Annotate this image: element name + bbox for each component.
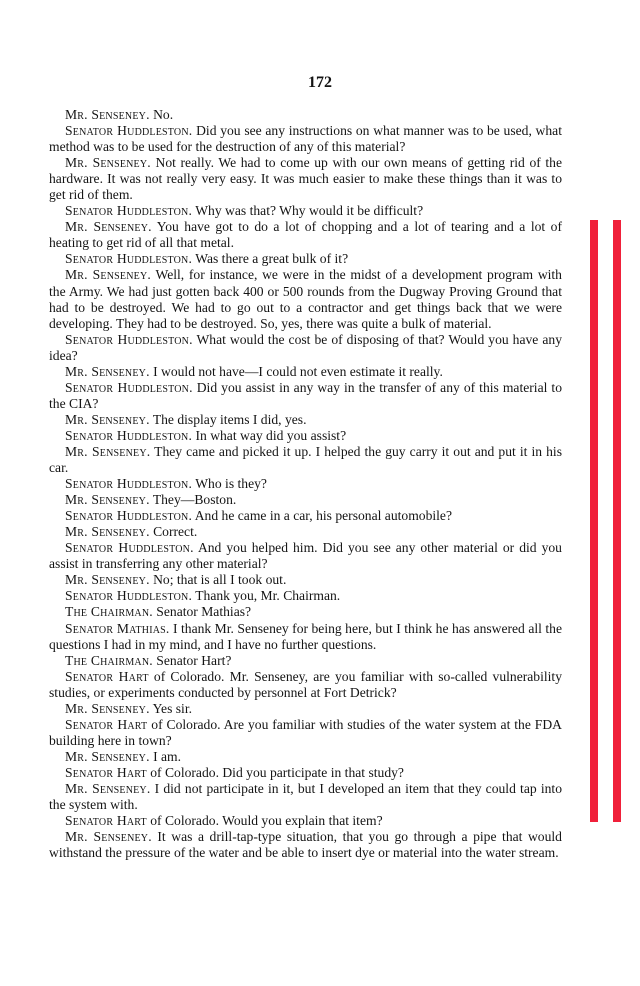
speaker-name: Mr. Senseney. <box>65 748 150 764</box>
speaker-name: The Chairman. <box>65 652 153 668</box>
speaker-name: Mr. Senseney. <box>65 363 150 379</box>
spoken-text: And he came in a car, his personal automobile? <box>194 508 452 524</box>
speaker-name: Senator Huddleston. <box>65 588 193 604</box>
transcript-paragraph <box>49 717 562 749</box>
spoken-text: I am. <box>153 748 182 764</box>
speaker-name: Mr. Senseney. <box>65 411 150 427</box>
spoken-text: Did you assist in any way in the transfer of any of this material to the CIA? <box>49 379 562 411</box>
spoken-text: They—Boston. <box>152 492 237 508</box>
speaker-name: Senator Huddleston. <box>65 540 194 556</box>
transcript-paragraph <box>49 540 562 572</box>
spoken-text: No. <box>153 107 174 122</box>
speaker-name: Mr. Senseney. <box>65 443 151 459</box>
speaker-name: Mr. Senseney. <box>65 829 152 845</box>
margin-mark-left <box>590 220 598 822</box>
speaker-name: Mr. Senseney. <box>65 155 151 171</box>
transcript-paragraph <box>49 412 562 428</box>
transcript-paragraph <box>49 444 562 476</box>
transcript-paragraph <box>49 604 562 620</box>
transcript-paragraph <box>49 364 562 380</box>
speaker-name: Mr. Senseney. <box>65 700 150 716</box>
hearing-transcript <box>49 107 562 861</box>
spoken-text: of Colorado. Are you familiar with studies of the water system at the FDA building here in town? <box>49 716 562 748</box>
transcript-paragraph <box>49 203 562 219</box>
transcript-paragraph <box>49 428 562 444</box>
page-number: 172 <box>308 74 332 91</box>
speaker-name: Mr. Senseney. <box>65 492 150 508</box>
spoken-text: Senator Mathias? <box>156 604 252 620</box>
speaker-name: Mr. Senseney. <box>65 572 150 588</box>
spoken-text: Why was that? Why would it be difficult? <box>195 203 424 219</box>
spoken-text: I thank Mr. Senseney for being here, but I think he has answered all the questions I had in my mind, and I have no further questions. <box>49 620 562 652</box>
transcript-paragraph <box>49 508 562 524</box>
speaker-name: Senator Huddleston. <box>65 331 193 347</box>
speaker-name: Mr. Senseney. <box>65 780 151 796</box>
speaker-name: Mr. Senseney. <box>65 267 151 283</box>
margin-mark-right <box>613 220 621 822</box>
transcript-paragraph <box>49 829 562 861</box>
speaker-name: Senator Hart <box>65 764 147 780</box>
spoken-text: They came and picked it up. I helped the guy carry it out and put it in his car. <box>49 443 562 476</box>
transcript-paragraph <box>49 524 562 540</box>
spoken-text: What would the cost be of disposing of that? Would you have any idea? <box>49 331 562 363</box>
spoken-text: Who is they? <box>195 476 267 492</box>
speaker-name: Mr. Senseney. <box>65 219 152 235</box>
spoken-text: You have got to do a lot of chopping and a lot of tearing and a lot of heating to get rid of all that metal. <box>49 219 562 251</box>
spoken-text: Correct. <box>153 524 198 540</box>
speaker-name: Senator Huddleston. <box>65 508 193 524</box>
spoken-text: It was a drill-tap-type situation, that you go through a pipe that would withstand the pressure of the water and be able to insert dye or material into the water stream. <box>49 829 562 861</box>
speaker-name: The Chairman. <box>65 604 153 620</box>
spoken-text: Thank you, Mr. Chairman. <box>195 588 341 604</box>
spoken-text: The display items I did, yes. <box>152 411 307 427</box>
transcript-paragraph <box>49 107 562 123</box>
transcript-paragraph <box>49 251 562 267</box>
transcript-paragraph <box>49 155 562 203</box>
spoken-text: of Colorado. Did you participate in that study? <box>150 764 404 780</box>
transcript-paragraph <box>49 621 562 653</box>
transcript-paragraph <box>49 653 562 669</box>
speaker-name: Senator Huddleston. <box>65 476 193 492</box>
speaker-name: Senator Hart <box>65 813 147 829</box>
transcript-paragraph <box>49 219 562 251</box>
spoken-text: No; that is all I took out. <box>153 572 287 588</box>
transcript-paragraph <box>49 781 562 813</box>
spoken-text: Did you see any instructions on what manner was to be used, what method was to be used for the destruction of any of this material? <box>49 123 562 155</box>
transcript-paragraph <box>49 332 562 364</box>
spoken-text: of Colorado. Would you explain that item? <box>150 813 383 829</box>
speaker-name: Mr. Senseney. <box>65 107 150 122</box>
speaker-name: Senator Huddleston. <box>65 427 193 443</box>
transcript-paragraph <box>49 588 562 604</box>
transcript-paragraph <box>49 813 562 829</box>
transcript-paragraph <box>49 476 562 492</box>
transcript-paragraph <box>49 267 562 331</box>
spoken-text: Not really. We had to come up with our own means of getting rid of the hardware. It was not really very easy. It was much easier to make these things than it was to get rid of them. <box>49 155 562 203</box>
spoken-text: Senator Hart? <box>156 652 232 668</box>
transcript-paragraph <box>49 492 562 508</box>
speaker-name: Senator Huddleston. <box>65 379 193 395</box>
spoken-text: Yes sir. <box>152 700 192 716</box>
speaker-name: Senator Huddleston. <box>65 251 193 267</box>
spoken-text: of Colorado. Mr. Senseney, are you familiar with so-called vulnerability studies, or experiments conducted by personnel at Fort Detrick? <box>49 668 562 700</box>
transcript-paragraph <box>49 765 562 781</box>
spoken-text: In what way did you assist? <box>195 427 347 443</box>
transcript-paragraph <box>49 701 562 717</box>
spoken-text: Well, for instance, we were in the midst of a development program with the Army. We had just gotten back 400 or 500 rounds from the Dugway Proving Ground that had to be destroyed. We had to go out to a contractor and get things back that we were developing. They had to be destroyed. So, yes, there was quite a bulk of material. <box>49 267 562 331</box>
transcript-paragraph <box>49 669 562 701</box>
speaker-name: Senator Hart <box>65 668 149 684</box>
transcript-paragraph <box>49 380 562 412</box>
speaker-name: Senator Huddleston. <box>65 203 193 219</box>
spoken-text: And you helped him. Did you see any other material or did you assist in transferring any other material? <box>49 540 562 572</box>
spoken-text: I would not have—I could not even estimate it really. <box>153 363 443 379</box>
transcript-paragraph <box>49 749 562 765</box>
speaker-name: Senator Hart <box>65 716 148 732</box>
transcript-paragraph <box>49 572 562 588</box>
speaker-name: Senator Mathias. <box>65 620 170 636</box>
transcript-paragraph <box>49 123 562 155</box>
spoken-text: I did not participate in it, but I developed an item that they could tap into the system with. <box>49 780 562 813</box>
speaker-name: Mr. Senseney. <box>65 524 150 540</box>
speaker-name: Senator Huddleston. <box>65 123 193 139</box>
spoken-text: Was there a great bulk of it? <box>195 251 349 267</box>
